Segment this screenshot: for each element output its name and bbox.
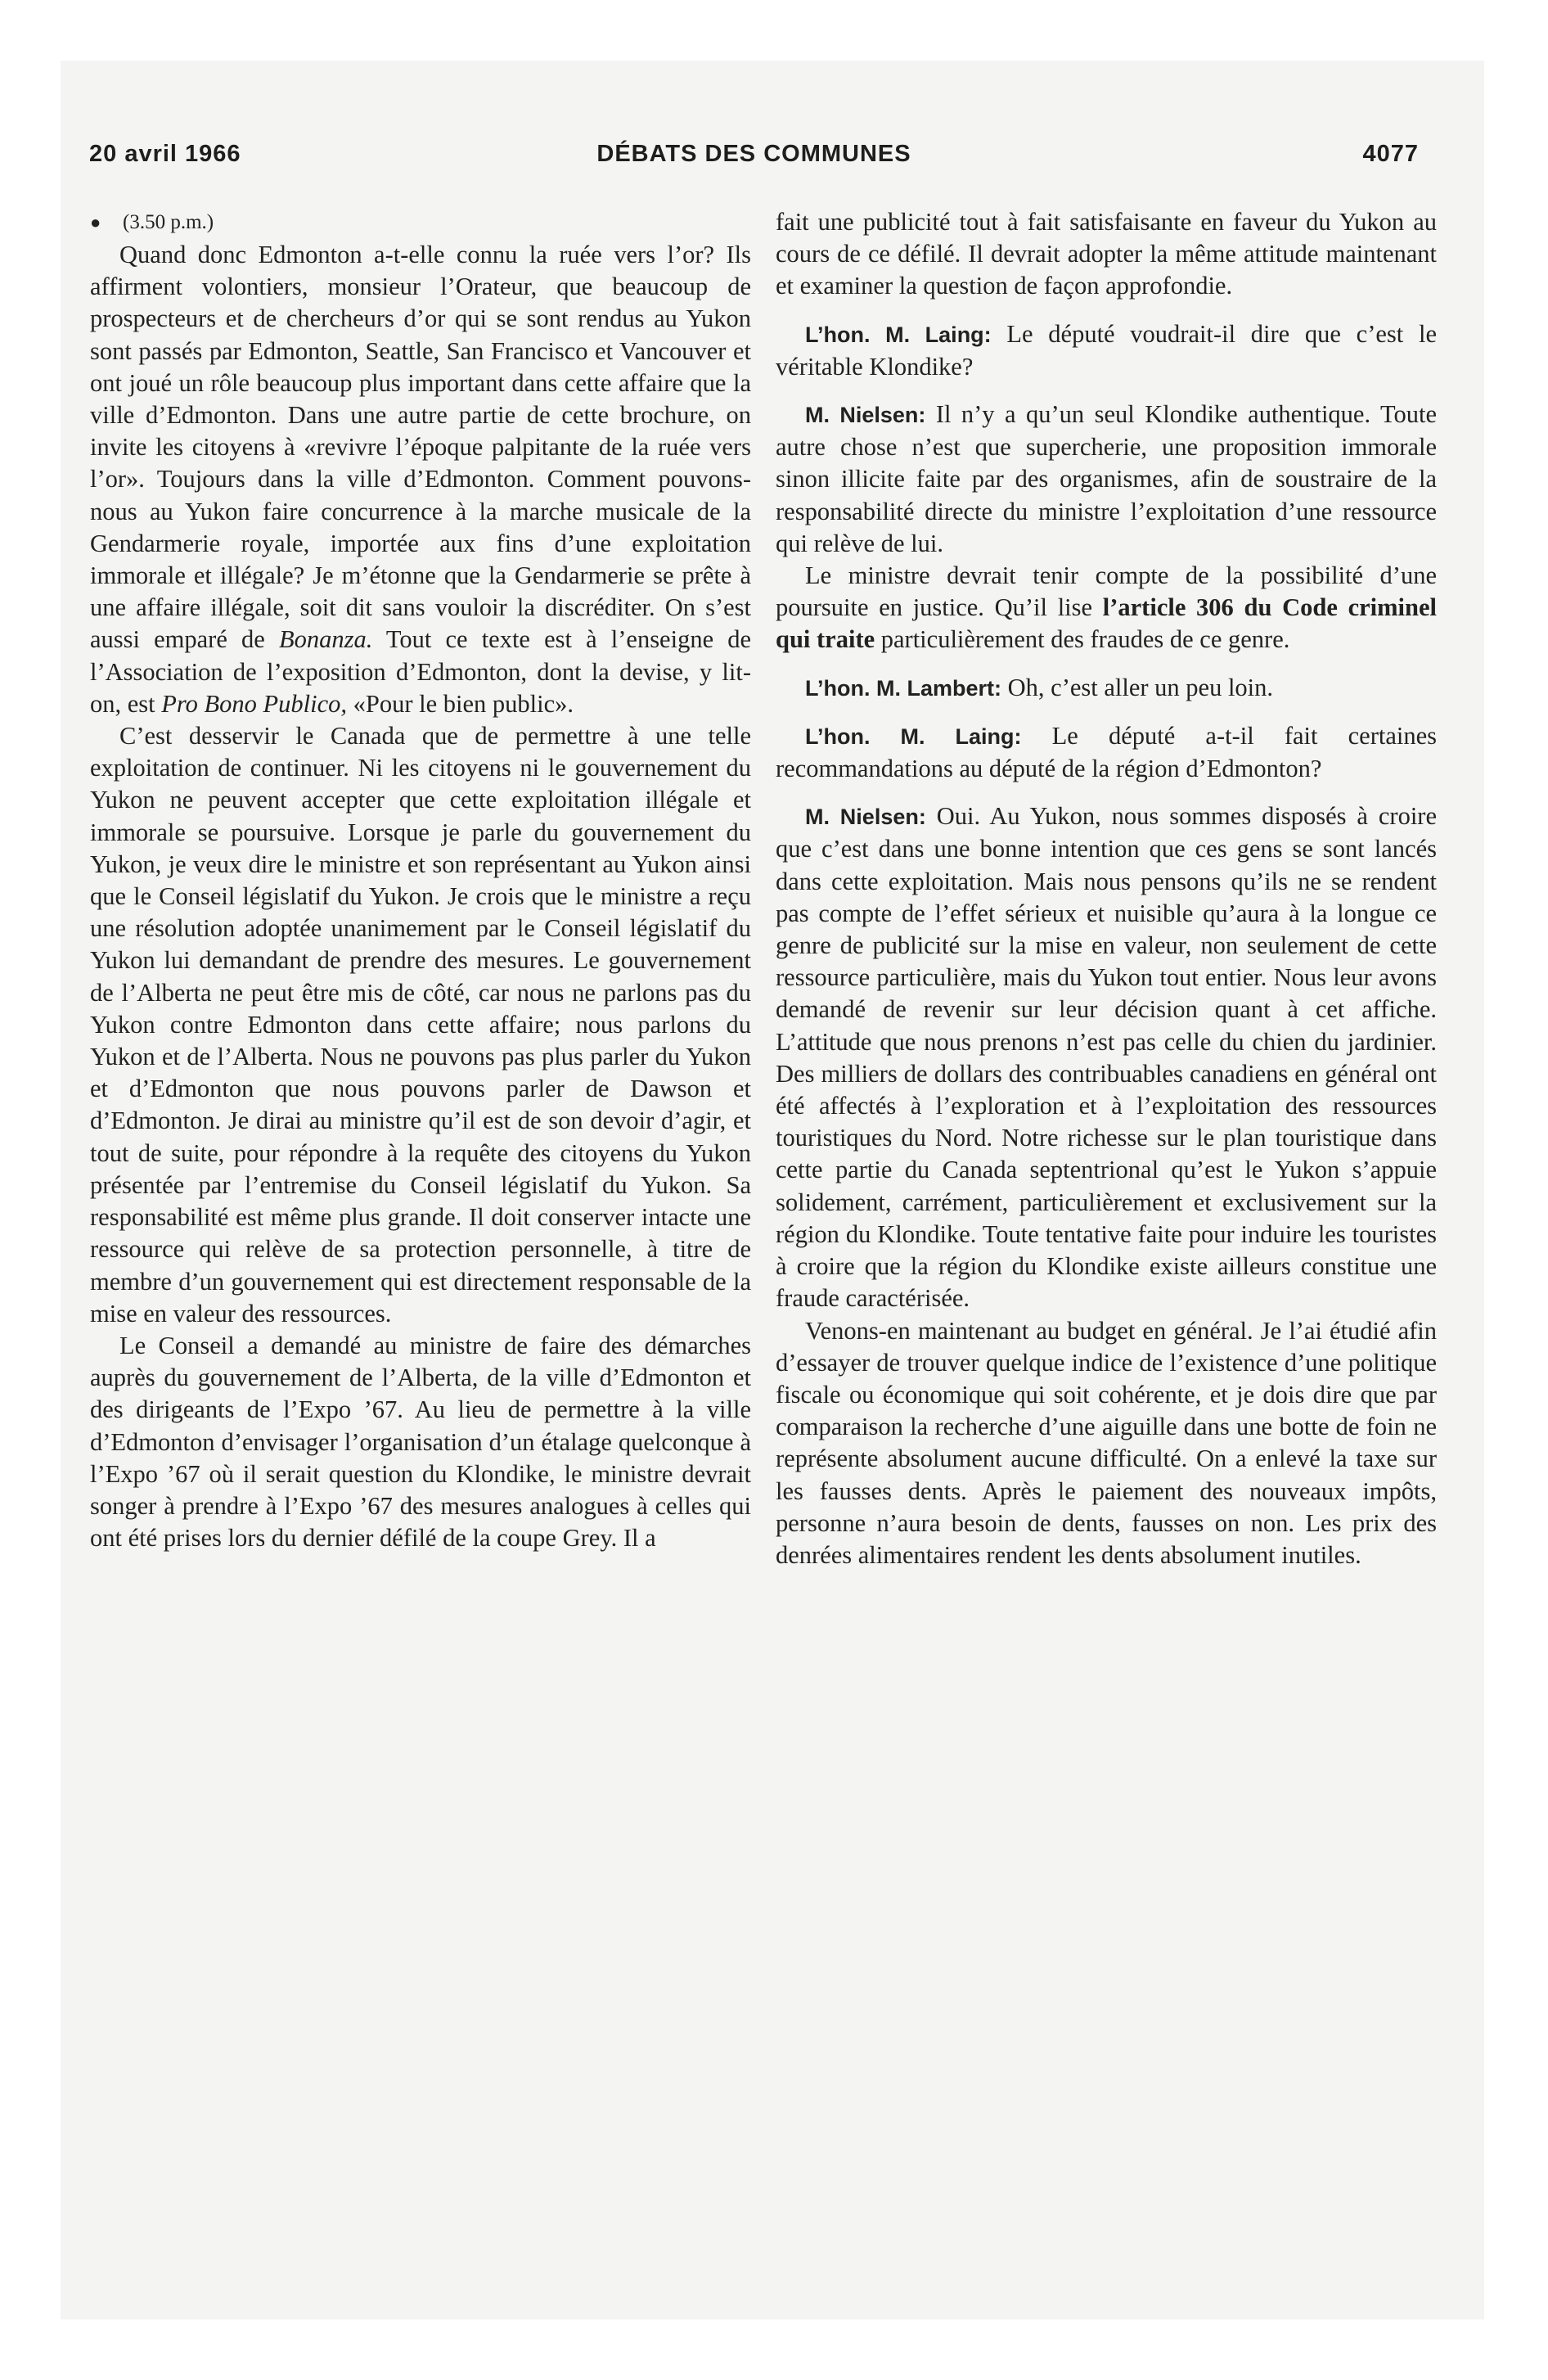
speech-entry: L’hon. M. Lambert: Oh, c’est aller un peu loin.: [805, 673, 1274, 701]
paragraph: C’est desservir le Canada que de permettre à une telle exploitation de continuer. Ni les citoyens ni le gouvernement du Yukon ne peuvent accepter que cette exploitation illégale et immorale se poursuive. Lorsque je parle du gouvernement du Yukon, je veux dire le ministre et son représentant au Yukon ainsi que le Conseil législatif du Yukon. Je crois que le ministre a reçu une résolution adoptée unanimement par le Conseil législatif du Yukon lui demandant de prendre des mesures. Le gouvernement de l’Alberta ne peut être mis de côté, car nous ne parlons pas du Yukon contre Edmonton dans cette affaire; nous parlons du Yukon et de l’Alberta. Nous ne pouvons pas plus parler du Yukon et d’Edmonton que nous pouvons parler de Dawson et d’Edmonton. Je dirai au ministre qu’il est de son devoir d’agir, et tout de suite, pour répondre à la requête des citoyens du Yukon présentée par l’entremise du Conseil législatif du Yukon. Sa responsabilité est même plus grande. Il doit conserver intacte une ressource qui relève de sa protection personnelle, à titre de membre d’un gouvernement qui est directement responsable de la mise en valeur des ressources.: [90, 722, 751, 1327]
time-marker-text: (3.50 p.m.): [123, 211, 214, 233]
running-header: [89, 141, 1419, 182]
paragraph: Le Conseil a demandé au ministre de faire des démarches auprès du gouvernement de l’Alberta, de la ville d’Edmonton et des dirigeants de l’Expo ’67. Au lieu de permettre à la ville d’Edmonton d’envisager l’organisation d’un étalage quelconque à l’Expo ’67 où il serait question du Klondike, le ministre devrait songer à prendre à l’Expo ’67 des mesures analogues à celles qui ont été prises lors du dernier défilé de la coupe Grey. Il a: [90, 1331, 751, 1553]
speaker-name: M. Nielsen:: [805, 403, 926, 428]
speaker-name: M. Nielsen:: [805, 805, 926, 830]
right-column: [776, 206, 1437, 1571]
speech-entry: L’hon. M. Laing: Le député voudrait-il dire que c’est le véritable Klondike?: [776, 319, 1437, 381]
header-date: 20 avril 1966: [89, 141, 241, 167]
speaker-name: L’hon. M. Lambert:: [805, 675, 1001, 701]
time-marker: [90, 206, 751, 239]
bullet-icon: ●: [90, 212, 101, 232]
page-number: 4077: [1362, 141, 1419, 167]
header-title: DÉBATS DES COMMUNES: [596, 141, 911, 167]
italic-motto: Pro Bono Publico,: [161, 689, 348, 718]
speech-entry: M. Nielsen: Oui. Au Yukon, nous sommes disposés à croire que c’est dans une bonne intention que ces gens se sont lancés dans cette exploitation. Mais nous pensons qu’ils ne se rendent pas compte de l’effet sérieux et nuisible qu’aura à la longue ce genre de publicité sur la mise en valeur, non seulement de cette ressource particulière, mais du Yukon tout entier. Nous leur avons demandé de revenir sur leur décision quant à cet affiche. L’attitude que nous prenons n’est pas celle du chien du jardinier. Des milliers de dollars des contribuables canadiens en général ont été affectés à l’exploration et à l’exploitation des ressources touristiques du Nord. Notre richesse sur le plan touristique dans cette partie du Canada septentrional qu’est le Yukon s’appuie solidement, carrément, particulièrement et exclusivement sur la région du Klondike. Toute tentative faite pour induire les touristes à croire que la région du Klondike existe ailleurs constitue une fraude caractérisée.: [776, 802, 1437, 1313]
left-column: [90, 206, 751, 1554]
speech-entry: L’hon. M. Laing: Le député a-t-il fait certaines recommandations au député de la région d’Edmonton?: [776, 721, 1437, 783]
bold-reference: l’article 306 du Code criminel qui traite: [776, 593, 1438, 654]
speech-entry: M. Nielsen: Il n’y a qu’un seul Klondike authentique. Toute autre chose n’est que supercherie, une proposition immorale sinon illicite faite par des organismes, afin de soustraire de la responsabilité directe du ministre l’exploitation d’une ressource qui relève de lui.: [776, 400, 1437, 557]
italic-title: Bonanza.: [278, 625, 373, 654]
paragraph: Le ministre devrait tenir compte de la possibilité d’une poursuite en justice. Qu’il lise l’article 306 du Code criminel qui traite particulièrement des fraudes de ce genre.: [776, 561, 1438, 654]
paragraph: fait une publicité tout à fait satisfaisante en faveur du Yukon au cours de ce défilé. Il devrait adopter la même attitude maintenant et examiner la question de façon approfondie.: [776, 208, 1437, 300]
speaker-name: L’hon. M. Laing:: [805, 322, 992, 347]
paragraph: Venons-en maintenant au budget en général. Je l’ai étudié afin d’essayer de trouver quelque indice de l’existence d’une politique fiscale ou économique qui soit cohérente, et je dois dire que par comparaison la recherche d’une aiguille dans une botte de foin ne représente absolument aucune difficulté. On a enlevé la taxe sur les fausses dents. Après le paiement des nouveaux impôts, personne n’aura besoin de dents, fausses on non. Les prix des denrées alimentaires rendent les dents absolument inutiles.: [776, 1316, 1437, 1569]
speaker-name: L’hon. M. Laing:: [805, 723, 1022, 749]
paragraph: Quand donc Edmonton a-t-elle connu la ruée vers l’or? Ils affirment volontiers, monsieur l’Orateur, que beaucoup de prospecteurs et de chercheurs d’or qui se sont rendus au Yukon sont passés par Edmonton, Seattle, San Francisco et Vancouver et ont joué un rôle beaucoup plus important dans cette affaire que la ville d’Edmonton. Dans une autre partie de cette brochure, on invite les citoyens à «revivre l’époque palpitante de la ruée vers l’or». Toujours dans la ville d’Edmonton. Comment pouvons-nous au Yukon faire concurrence à la marche musicale de la Gendarmerie royale, importée aux fins d’une exploitation immorale et illégale? Je m’étonne que la Gendarmerie se prête à une affaire illégale, soit dit sans vouloir la discréditer. On s’est aussi emparé de Bonanza. Tout ce texte est à l’enseigne de l’Association de l’exposition d’Edmonton, dont la devise, y lit-on, est Pro Bono Publico, «Pour le bien public».: [90, 241, 752, 718]
